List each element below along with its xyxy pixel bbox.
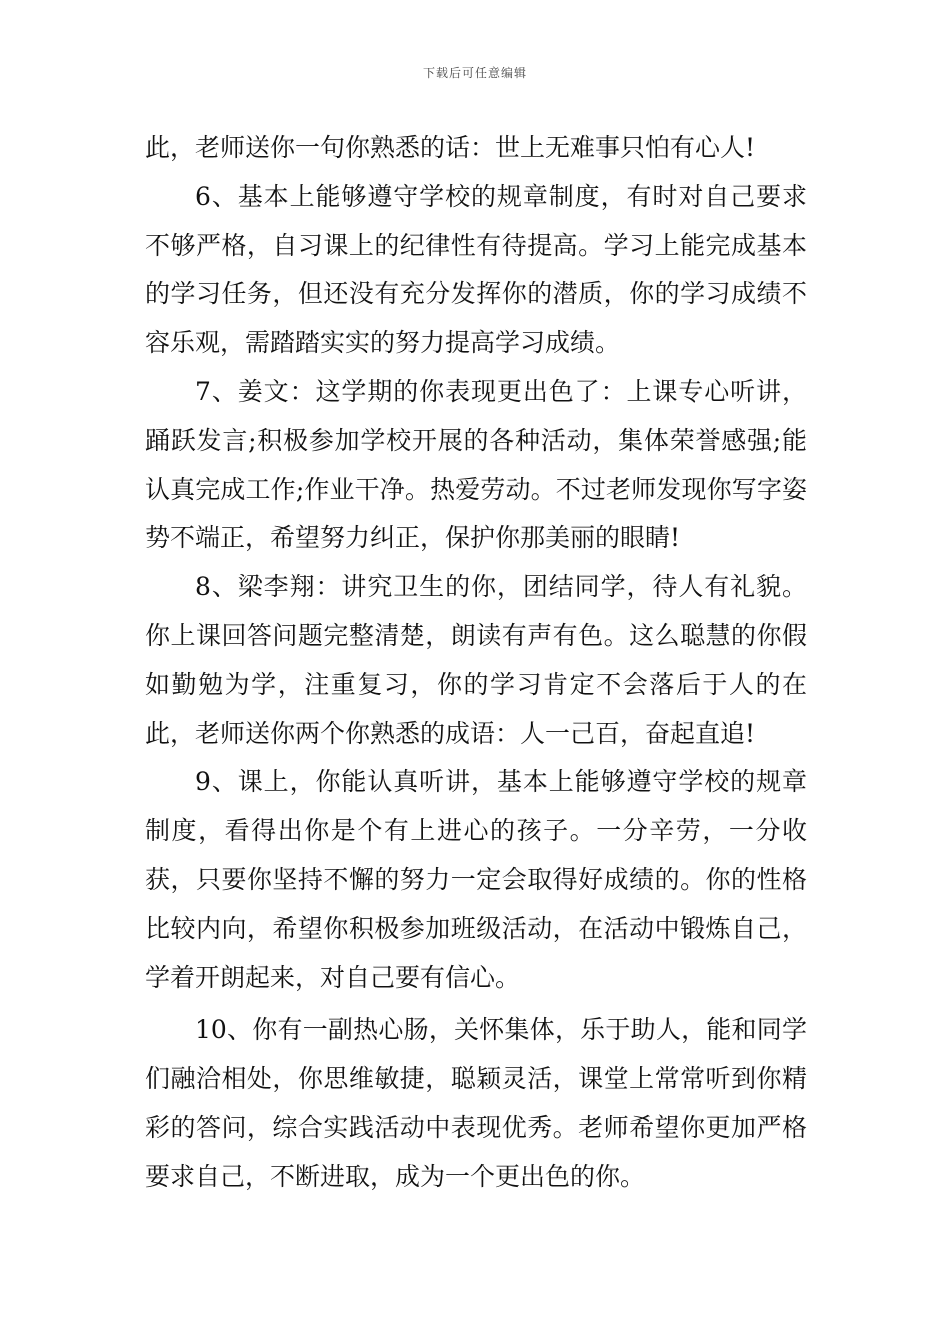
paragraph-item-9: 9、课上，你能认真听讲，基本上能够遵守学校的规章制度，看得出你是个有上进心的孩子。一分辛劳，一分收获，只要你坚持不懈的努力一定会取得好成绩的。你的性格比较内向，希望你积极参加班级活动，在活动中锻炼自己，学着开朗起来，对自己要有信心。 xyxy=(145,767,807,992)
page-header: 下载后可任意编辑 xyxy=(422,66,527,80)
document-body xyxy=(145,124,807,1202)
paragraph-item-8: 8、梁李翔：讲究卫生的你，团结同学，待人有礼貌。你上课回答问题完整清楚，朗读有声有色。这么聪慧的你假如勤勉为学，注重复习，你的学习肯定不会落后于人的在此，老师送你两个你熟悉的成语：人一己百，奋起直追! xyxy=(145,572,807,748)
paragraph-item-7: 7、姜文：这学期的你表现更出色了：上课专心听讲，踊跃发言;积极参加学校开展的各种活动，集体荣誉感强;能认真完成工作;作业干净。热爱劳动。不过老师发现你写字姿势不端正，希望努力纠正，保护你那美丽的眼睛! xyxy=(145,376,807,553)
paragraph-item-10: 10、你有一副热心肠，关怀集体，乐于助人，能和同学们融洽相处，你思维敏捷，聪颖灵活，课堂上常常听到你精彩的答问，综合实践活动中表现优秀。老师希望你更加严格要求自己，不断进取，成为一个更出色的你。 xyxy=(145,1015,807,1191)
paragraph-item-6: 6、基本上能够遵守学校的规章制度，有时对自己要求不够严格，自习课上的纪律性有待提高。学习上能完成基本的学习任务，但还没有充分发挥你的潜质，你的学习成绩不容乐观，需踏踏实实的努力提高学习成绩。 xyxy=(145,181,807,358)
paragraph-continuation: 此，老师送你一句你熟悉的话：世上无难事只怕有心人! xyxy=(145,133,756,162)
